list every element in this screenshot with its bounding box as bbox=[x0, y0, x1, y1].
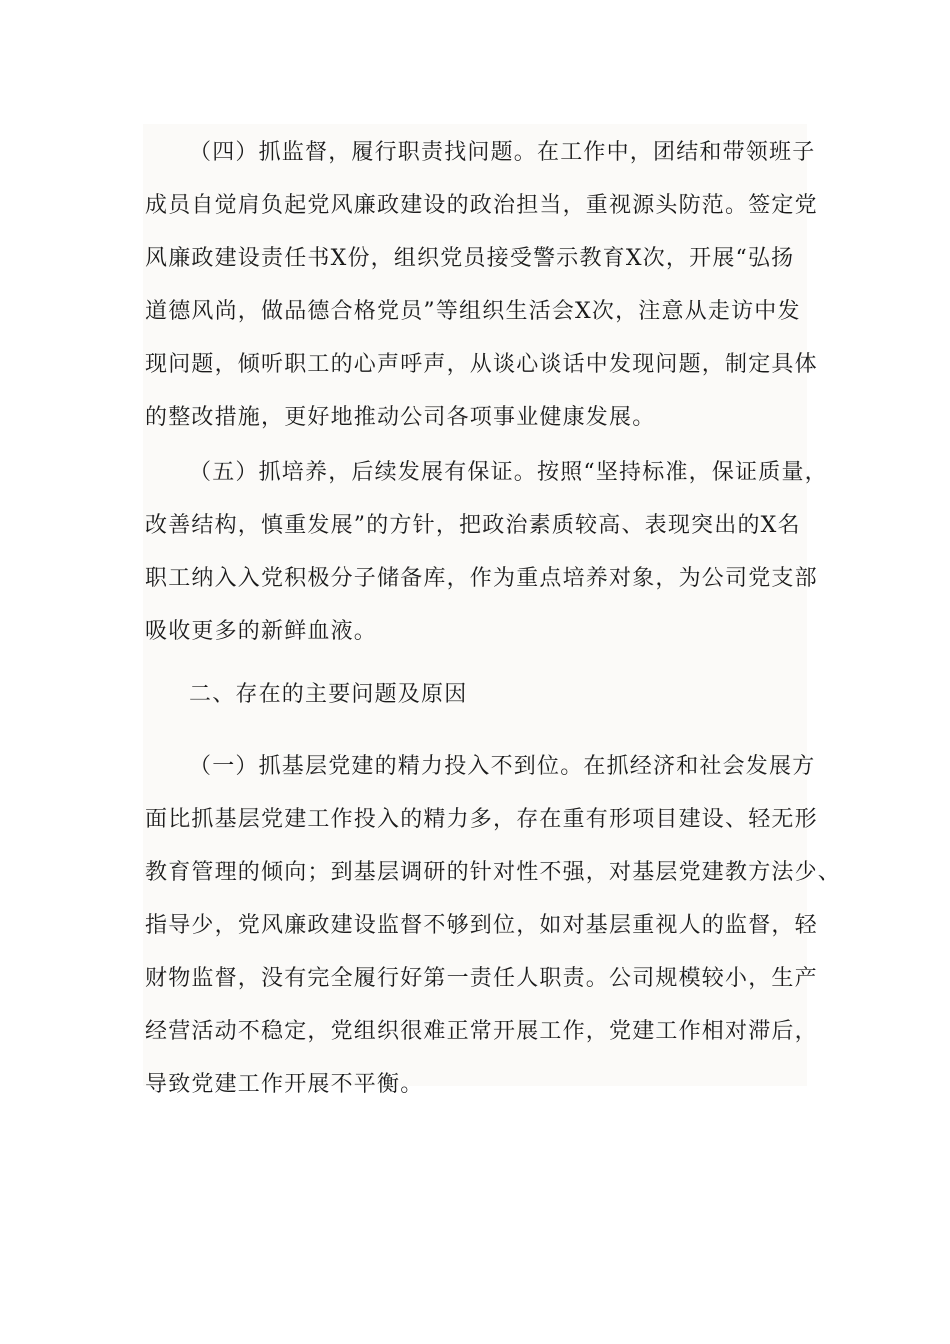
text-line: （四）抓监督，履行职责找问题。在工作中，团结和带领班子 bbox=[189, 140, 816, 165]
text-line: 现问题，倾听职工的心声呼声，从谈心谈话中发现问题，制定具体 bbox=[145, 352, 818, 377]
text-line: 经营活动不稳定，党组织很难正常开展工作，党建工作相对滞后， bbox=[145, 1019, 818, 1044]
heading-text: 二、存在的主要问题及原因 bbox=[189, 682, 468, 707]
text-line: （一）抓基层党建的精力投入不到位。在抓经济和社会发展方 bbox=[189, 754, 816, 779]
text-line: 道德风尚，做品德合格党员”等组织生活会X次，注意从走访中发 bbox=[145, 299, 801, 324]
text-line: 指导少，党风廉政建设监督不够到位，如对基层重视人的监督，轻 bbox=[145, 913, 818, 938]
text-line: 导致党建工作开展不平衡。 bbox=[145, 1072, 424, 1097]
text-line: 吸收更多的新鲜血液。 bbox=[145, 619, 378, 644]
text-line: 成员自觉肩负起党风廉政建设的政治担当，重视源头防范。签定党 bbox=[145, 193, 818, 218]
text-line: 教育管理的倾向；到基层调研的针对性不强，对基层党建教方法少、 bbox=[145, 860, 842, 885]
text-line: 面比抓基层党建工作投入的精力多，存在重有形项目建设、轻无形 bbox=[145, 807, 818, 832]
section-heading bbox=[145, 668, 815, 721]
text-line: 职工纳入入党积极分子储备库，作为重点培养对象，为公司党支部 bbox=[145, 566, 818, 591]
text-line: （五）抓培养，后续发展有保证。按照“坚持标准，保证质量， bbox=[189, 460, 828, 485]
paragraph-training bbox=[145, 446, 828, 658]
text-line: 改善结构，慎重发展”的方针，把政治素质较高、表现突出的X名 bbox=[145, 513, 801, 538]
text-line: 财物监督，没有完全履行好第一责任人职责。公司规模较小，生产 bbox=[145, 966, 818, 991]
paragraph-problems bbox=[145, 740, 842, 1111]
paragraph-supervision bbox=[145, 126, 818, 444]
text-line: 风廉政建设责任书X份，组织党员接受警示教育X次，开展“弘扬 bbox=[145, 246, 795, 271]
text-line: 的整改措施，更好地推动公司各项事业健康发展。 bbox=[145, 405, 656, 430]
